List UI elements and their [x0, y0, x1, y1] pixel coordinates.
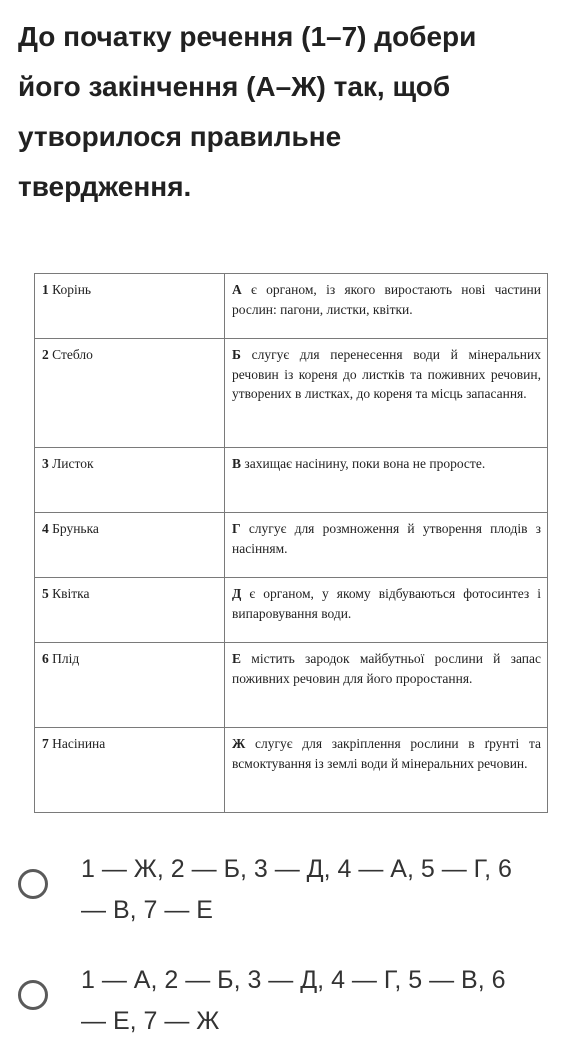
item-letter: Е	[232, 651, 242, 666]
item-text: містить зародок майбутньої рослини й запас поживних речовин для його проростання.	[232, 651, 542, 686]
item-label: Листок	[52, 456, 94, 471]
item-text: захищає насінину, поки вона не проросте.	[244, 456, 486, 471]
item-letter: В	[232, 456, 242, 471]
item-label: Брунька	[52, 521, 99, 536]
item-label: Насінина	[52, 736, 106, 751]
table-row	[35, 728, 548, 813]
matching-table	[34, 273, 548, 813]
item-label: Плід	[52, 651, 80, 666]
item-number: 6	[42, 651, 49, 666]
item-text: слугує для закріплення рослини в ґрунті та всмоктування із землі води й мінеральних речовин.	[232, 736, 541, 771]
sentence-end-cell	[225, 728, 548, 813]
item-label: Стебло	[52, 347, 93, 362]
table-row	[35, 448, 548, 513]
answer-option-1[interactable]	[16, 849, 546, 933]
sentence-start-cell	[35, 643, 225, 728]
answer-option-2[interactable]	[16, 960, 546, 1044]
sentence-start-cell	[35, 578, 225, 643]
item-label: Корінь	[52, 282, 92, 297]
answer-text[interactable]	[81, 849, 551, 931]
item-letter: Ж	[232, 736, 246, 751]
radio-button[interactable]	[18, 869, 48, 899]
sentence-end-cell	[225, 339, 548, 448]
sentence-end-cell	[225, 448, 548, 513]
item-number: 1	[42, 282, 49, 297]
item-letter: Б	[232, 347, 241, 362]
question-line: його закінчення (А–Ж) так, щоб	[18, 71, 451, 102]
item-letter: А	[232, 282, 242, 297]
sentence-end-cell	[225, 643, 548, 728]
question-text	[18, 12, 538, 212]
item-number: 5	[42, 586, 49, 601]
table-row	[35, 513, 548, 578]
item-number: 2	[42, 347, 49, 362]
question-line: До початку речення (1–7) добери	[18, 21, 477, 52]
sentence-start-cell	[35, 728, 225, 813]
question-line: утворилося правильне	[18, 121, 342, 152]
answer-line: — В, 7 — Е	[81, 896, 213, 924]
item-number: 7	[42, 736, 49, 751]
table-row	[35, 339, 548, 448]
table-row	[35, 274, 548, 339]
answer-line: 1 — Ж, 2 — Б, 3 — Д, 4 — А, 5 — Г, 6	[81, 855, 512, 883]
table-row	[35, 578, 548, 643]
radio-button[interactable]	[18, 980, 48, 1010]
sentence-end-cell	[225, 513, 548, 578]
answer-line: — Е, 7 — Ж	[81, 1007, 220, 1035]
answer-line: 1 — А, 2 — Б, 3 — Д, 4 — Г, 5 — В, 6	[81, 966, 506, 994]
table-row	[35, 643, 548, 728]
item-text: є органом, у якому відбуваються фотосинтез і випаровування води.	[232, 586, 542, 621]
sentence-start-cell	[35, 448, 225, 513]
item-letter: Г	[232, 521, 241, 536]
sentence-start-cell	[35, 274, 225, 339]
item-text: слугує для перенесення води й мінеральних речовин із кореня до листків та поживних речовин, утворених в листках, до кореня та місць запасання.	[232, 347, 541, 401]
item-text: слугує для розмноження й утворення плодів з насінням.	[232, 521, 541, 556]
sentence-end-cell	[225, 274, 548, 339]
answer-text[interactable]	[81, 960, 551, 1042]
sentence-start-cell	[35, 339, 225, 448]
question-line: твердження.	[18, 171, 192, 202]
item-text: є органом, із якого виростають нові частини рослин: пагони, листки, квітки.	[232, 282, 541, 317]
sentence-end-cell	[225, 578, 548, 643]
sentence-start-cell	[35, 513, 225, 578]
item-label: Квітка	[52, 586, 90, 601]
item-number: 3	[42, 456, 49, 471]
item-letter: Д	[232, 586, 242, 601]
item-number: 4	[42, 521, 49, 536]
